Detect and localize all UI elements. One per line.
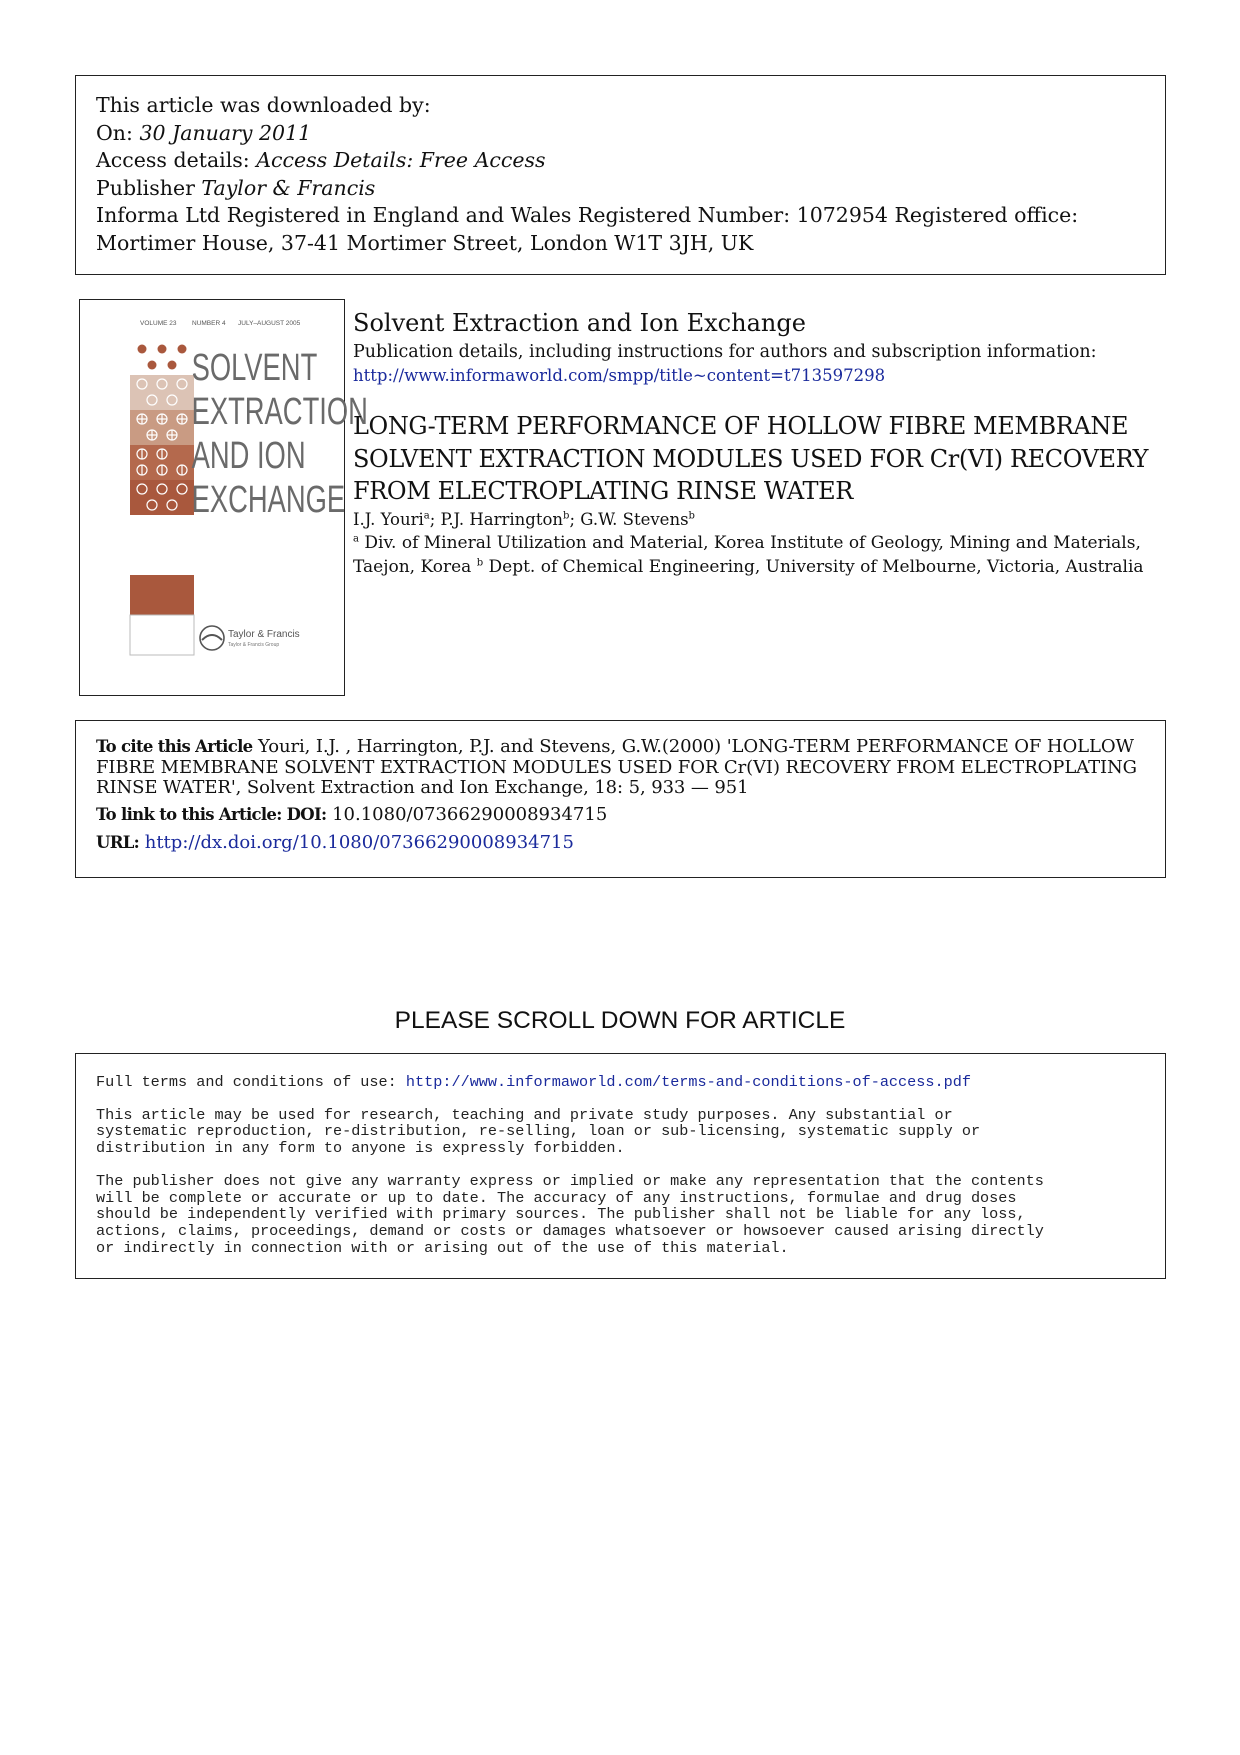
citation-box [75, 720, 1166, 878]
doi-label: To link to this Article: DOI: [96, 804, 327, 824]
article-authors [353, 509, 1163, 531]
affil-a-mark: a [353, 532, 359, 544]
author-1-affil-mark: a [423, 510, 430, 521]
publication-details: Publication details, including instructions for authors and subscription information: [353, 342, 1097, 362]
author-affiliations [353, 531, 1163, 579]
author-3: ; G.W. Stevens [569, 509, 689, 529]
downloaded-by-line: This article was downloaded by: [96, 93, 431, 117]
doi-value: 10.1080/07366290008934715 [326, 803, 608, 825]
author-3-affil-mark: b [688, 510, 695, 521]
author-1: I.J. Youri [353, 509, 424, 529]
cover-title [192, 347, 368, 521]
cover-volume: VOLUME 23 [140, 320, 177, 327]
journal-article-info [353, 307, 1163, 579]
url-label: URL: [96, 832, 139, 852]
terms-line [96, 1074, 1145, 1091]
cover-number: NUMBER 4 [192, 320, 226, 327]
publisher-value: Taylor & Francis [201, 175, 376, 200]
article-url-link[interactable]: http://dx.doi.org/10.1080/07366290008934715 [144, 831, 574, 853]
url-row [96, 830, 1145, 855]
taylor-francis-logo-icon [200, 626, 224, 650]
terms-paragraph-1: This article may be used for research, teaching and private study purposes. Any substantial or systematic reproduction, re-distribution, re-selling, loan or sub-licensing, systematic supply or distribution in any form to anyone is expressly forbidden. [96, 1105, 981, 1158]
article-title-line-1: LONG-TERM PERFORMANCE OF HOLLOW FIBRE MEMBRANE [353, 412, 1129, 440]
access-details-value: Access Details: Free Access [256, 148, 546, 172]
cover-title-line-3: AND ION [191, 434, 306, 478]
download-info-box [75, 75, 1166, 275]
publisher-line [96, 175, 1145, 203]
cite-label: To cite this Article [96, 737, 253, 756]
cover-title-line-2: EXTRACTION [191, 390, 368, 434]
journal-url-link[interactable]: http://www.informaworld.com/smpp/title~content=t713597298 [353, 366, 886, 385]
journal-cover-graphic [80, 300, 368, 695]
cover-title-line-4: EXCHANGE [191, 478, 346, 522]
download-date-label: On: [96, 120, 140, 145]
article-title-line-2: SOLVENT EXTRACTION MODULES USED FOR Cr(VI) RECOVERY [353, 444, 1149, 473]
access-details-label: Access details: [96, 148, 257, 172]
cite-this-article [96, 737, 1145, 799]
article-title [353, 410, 1163, 508]
download-date-line [96, 120, 1145, 148]
registered-office-line: Informa Ltd Registered in England and Wales Registered Number: 1072954 Registered office: Mortimer House, 37-41 Mortimer Street, London W1T 3JH, UK [96, 203, 1079, 255]
download-date-value: 30 January 2011 [139, 120, 312, 145]
affil-a-text: Div. of Mineral Utilization and Material, Korea Institute of Geology, Mining and Materials, Taejon, Korea [353, 532, 1141, 577]
cover-date: JULY–AUGUST 2005 [238, 320, 301, 327]
cover-bottom-block [130, 575, 194, 615]
article-title-line-3: FROM ELECTROPLATING RINSE WATER [353, 477, 853, 505]
author-2: ; P.J. Harrington [429, 509, 564, 529]
doi-row [96, 802, 1145, 827]
cover-bottom-white-block [130, 615, 194, 655]
affil-b-mark: b [476, 556, 484, 568]
terms-paragraph-2: The publisher does not give any warranty express or implied or make any representation that the contents will be complete or accurate or up to date. The accuracy of any instructions, formulae and drug doses should be independently verified with primary sources. The publisher shall not be liable for any loss, actions, claims, proceedings, demand or costs or damages whatsoever or howsoever caused arising directly or indirectly in connection with or arising out of the use of this material. [96, 1171, 1044, 1257]
access-details-line [96, 147, 1145, 175]
terms-url-link[interactable]: http://www.informaworld.com/terms-and-conditions-of-access.pdf [405, 1073, 971, 1091]
cover-publisher: Taylor & Francis [228, 629, 300, 640]
scroll-down-heading: PLEASE SCROLL DOWN FOR ARTICLE [394, 1007, 846, 1034]
affil-b-text: Dept. of Chemical Engineering, University of Melbourne, Victoria, Australia [483, 556, 1144, 577]
publisher-label: Publisher [96, 175, 202, 200]
cover-title-line-1: SOLVENT [191, 346, 318, 390]
terms-box [75, 1053, 1166, 1279]
cite-text: Youri, I.J. , Harrington, P.J. and Stevens, G.W.(2000) 'LONG-TERM PERFORMANCE OF HOLLOW FIBRE MEMBRANE SOLVENT EXTRACTION MODULES USED FOR Cr(VI) RECOVERY FROM ELECTROPLATING RINSE WATER', Solvent Extraction and Ion Exchange, 18: 5, 933 — 951 [96, 736, 1137, 798]
author-2-affil-mark: b [563, 510, 570, 521]
journal-cover-image [79, 299, 368, 696]
cover-publisher-sub: Taylor & Francis Group [228, 642, 280, 648]
terms-label: Full terms and conditions of use: [96, 1073, 406, 1091]
journal-title: Solvent Extraction and Ion Exchange [353, 309, 806, 337]
